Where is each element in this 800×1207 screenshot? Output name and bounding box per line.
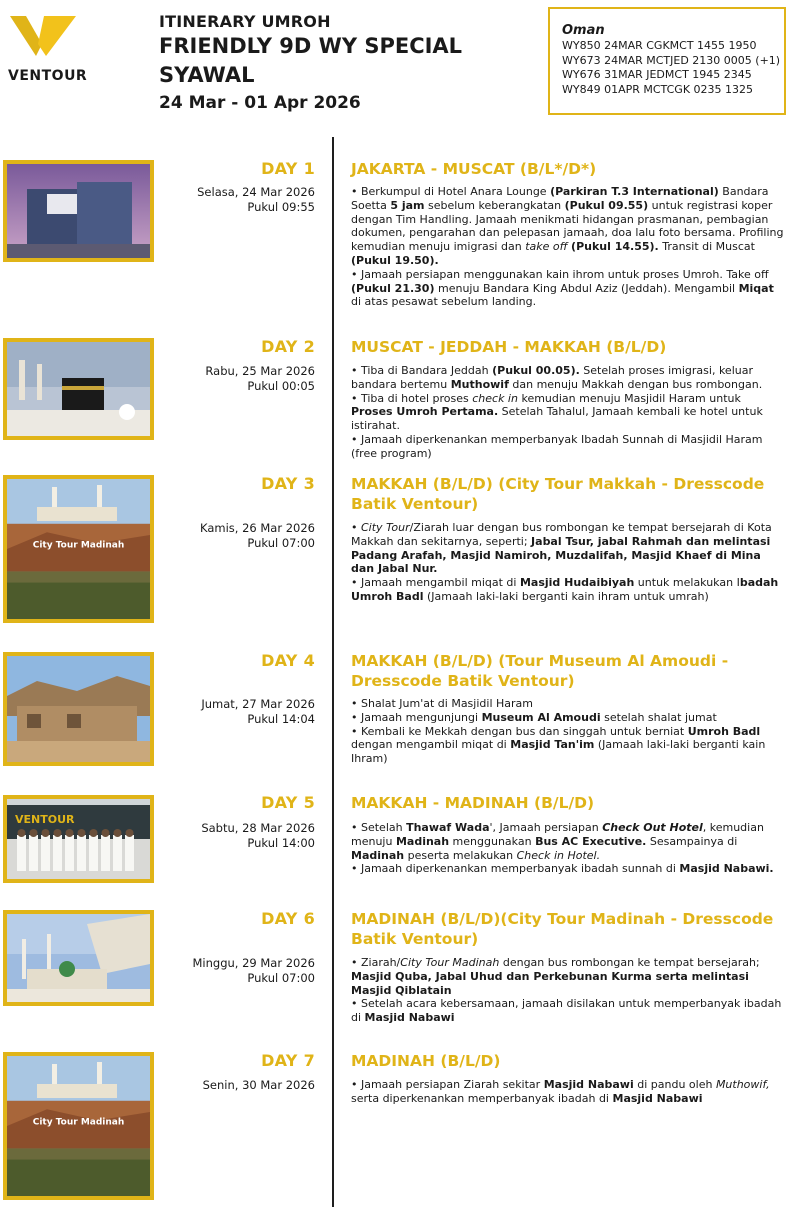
day-description-paragraph	[351, 268, 785, 309]
text-segment: dengan bus rombongan ke tempat bersejarah;	[499, 956, 760, 969]
day-date-text: Kamis, 26 Mar 2026	[200, 521, 315, 535]
text-segment: untuk registrasi koper dengan Tim Handling. Jamaah menikmati hidangan prasmanan, pembagian dokumen, pengarahan dan pelepasan jamaah, doa lalu foto bersama. Profiling kemudian menuju imigrasi dan	[351, 198, 784, 254]
text-segment: • Jamaah diperkenankan memperbanyak Ibadah Sunnah di Masjidil Haram (free program)	[351, 432, 763, 460]
text-segment: dengan mengambil miqat di	[351, 738, 511, 752]
day-description	[351, 364, 785, 461]
day-time-text: Pukul 00:05	[247, 379, 315, 393]
text-segment: sebelum keberangkatan	[424, 198, 565, 212]
day-date	[201, 821, 315, 851]
text-segment: (Pukul 00.05).	[492, 364, 580, 377]
text-segment: take off	[525, 240, 568, 254]
text-segment: check in	[472, 391, 518, 405]
day-photo	[3, 160, 154, 262]
text-segment: City Tour Madinah	[400, 956, 500, 969]
day-description-paragraph	[351, 862, 785, 876]
itinerary-title-block	[159, 12, 519, 113]
text-segment: Masjid Nabawi	[612, 1091, 703, 1105]
day-time-text: Pukul 14:04	[247, 712, 315, 726]
day-description	[351, 956, 785, 1025]
text-segment: Bandara Soetta	[351, 185, 769, 212]
text-segment: • Tiba di Bandara Jeddah	[351, 364, 493, 377]
day-description	[351, 521, 785, 604]
text-segment: Muthowif	[450, 377, 509, 391]
day-description-paragraph	[351, 697, 785, 711]
text-segment: • Jamaah mengambil miqat di	[351, 576, 520, 590]
text-segment: • Ziarah/	[351, 956, 401, 969]
day-title: MADINAH (B/L/D)	[351, 1052, 501, 1070]
text-segment: • Shalat Jum'at di Masjidil Haram	[351, 697, 533, 710]
text-segment: • Berkumpul di Hotel Anara Lounge	[351, 185, 551, 198]
day-description	[351, 1078, 785, 1106]
day-date	[203, 1078, 315, 1093]
bus-group-photo-image	[7, 799, 150, 879]
text-segment: Masjid Hudaibiyah	[519, 576, 635, 590]
text-segment: 5 jam	[390, 198, 425, 212]
day-title: MAKKAH - MADINAH (B/L/D)	[351, 794, 595, 812]
text-segment: Masjid Tan'im	[510, 738, 595, 752]
hotel-building-photo-image	[7, 164, 150, 258]
day-label: DAY 6	[261, 909, 315, 928]
day-title: MUSCAT - JEDDAH - MAKKAH (B/L/D)	[351, 338, 667, 356]
day-title: MAKKAH (B/L/D) (Tour Museum Al Amoudi - Dresscode Batik Ventour)	[351, 652, 729, 690]
text-segment: Sesampainya di	[646, 834, 738, 848]
day-date-text: Jumat, 27 Mar 2026	[201, 697, 315, 711]
day-label: DAY 4	[261, 651, 315, 670]
day-date-text: Selasa, 24 Mar 2026	[197, 185, 315, 199]
text-segment: , kemudian menuju	[351, 821, 764, 848]
ventour-logo	[4, 14, 88, 86]
svg-text:City Tour Madinah: City Tour Madinah	[32, 540, 125, 551]
text-segment: menggunakan	[449, 834, 536, 848]
day-description	[351, 185, 785, 309]
text-segment: Masjid Quba, Jabal Uhud dan Perkebunan Kurma serta melintasi Masjid Qiblatain	[351, 969, 749, 997]
text-segment: setelah shalat jumat	[600, 710, 717, 724]
text-segment: dan menuju Makkah dengan bus rombongan.	[508, 377, 763, 391]
text-segment: Madinah	[395, 834, 450, 848]
text-segment: peserta melakukan	[404, 848, 517, 862]
text-segment: Umroh Badl	[687, 724, 761, 738]
text-segment: (Jamaah laki-laki berganti kain Ihram)	[351, 738, 766, 766]
text-segment: • Jamaah mengunjungi	[351, 710, 482, 724]
text-segment: Check Out Hotel	[602, 821, 703, 834]
text-segment: Proses Umroh Pertama.	[351, 405, 499, 419]
day-photo	[3, 910, 154, 1006]
day-description-paragraph	[351, 364, 785, 392]
day-date	[201, 697, 315, 727]
day-date-text: Minggu, 29 Mar 2026	[192, 956, 315, 970]
text-segment: Madinah	[351, 848, 405, 862]
day-label: DAY 7	[261, 1051, 315, 1070]
day-description-paragraph	[351, 433, 785, 461]
svg-text:City Tour Madinah: City Tour Madinah	[32, 1117, 125, 1128]
text-segment: • Setelah acara kebersamaan, jamaah disilakan untuk memperbanyak ibadah di	[351, 997, 782, 1025]
text-segment: Setelah Tahalul, Jamaah kembali ke hotel untuk istirahat.	[351, 405, 763, 433]
text-segment: • Jamaah persiapan menggunakan kain ihrom untuk proses Umroh. Take off	[351, 267, 769, 281]
text-segment: Muthowif,	[715, 1078, 770, 1091]
text-segment: untuk melakukan I	[634, 576, 740, 590]
city-tour-collage-photo-image	[7, 479, 150, 619]
day-photo	[3, 338, 154, 440]
text-segment: (Parkiran T.3 International)	[550, 185, 719, 198]
text-segment: Bus AC Executive.	[535, 834, 647, 848]
text-segment: Setelah proses imigrasi, keluar bandara bertemu	[351, 364, 753, 391]
flight-schedule-box	[548, 7, 786, 115]
day-photo	[3, 795, 154, 883]
flight-line: WY673 24MAR MCTJED 2130 0005 (+1)	[562, 53, 781, 67]
text-segment: (Pukul 19.50).	[351, 253, 439, 267]
day-description-paragraph	[351, 521, 785, 576]
text-segment: • Jamaah persiapan Ziarah sekitar	[351, 1078, 544, 1091]
day-time-text: Pukul 07:00	[247, 971, 315, 985]
text-segment: Masjid Nabawi	[543, 1078, 634, 1091]
day-description-paragraph	[351, 711, 785, 725]
day-date-text: Sabtu, 28 Mar 2026	[201, 821, 315, 835]
kaaba-photo-image	[7, 342, 150, 436]
text-segment: Thawaf Wada	[406, 821, 490, 834]
day-title: JAKARTA - MUSCAT (B/L*/D*)	[351, 160, 597, 178]
text-segment: • Kembali ke Mekkah dengan bus dan singgah untuk berniat	[351, 724, 688, 738]
text-segment: •	[351, 521, 361, 534]
day-description-paragraph	[351, 956, 785, 997]
day-label: DAY 2	[261, 337, 315, 356]
text-segment: menuju Bandara King Abdul Aziz (Jeddah). Mengambil	[434, 281, 739, 295]
day-label: DAY 3	[261, 474, 315, 493]
city-tour-collage-photo-image	[7, 1056, 150, 1196]
svg-text:VENTOUR: VENTOUR	[15, 813, 75, 826]
day-description-paragraph	[351, 997, 785, 1025]
nabawi-mosque-photo-image	[7, 914, 150, 1002]
day-photo	[3, 475, 154, 623]
day-description-paragraph	[351, 725, 785, 766]
page-title-line-1: FRIENDLY 9D WY SPECIAL	[159, 34, 463, 58]
text-segment: Transit di Muscat	[658, 240, 755, 254]
text-segment: Jabal Tsur, jabal Rahmah dan melintasi Padang Arafah, Masjid Namiroh, Muzdalifah, Masjid Khaef di Mina dan Jabal Nur.	[351, 534, 771, 576]
day-label: DAY 1	[261, 159, 315, 178]
day-description	[351, 821, 785, 876]
day-description-paragraph	[351, 821, 785, 862]
day-date-text: Senin, 30 Mar 2026	[202, 1078, 315, 1092]
day-date	[192, 956, 315, 986]
text-segment: City Tour	[361, 521, 410, 534]
text-segment: Miqat	[738, 281, 774, 295]
itinerary-subtitle: ITINERARY UMROH	[159, 12, 331, 31]
day-title: MADINAH (B/L/D)(City Tour Madinah - Dresscode Batik Ventour)	[351, 910, 774, 948]
day-photo	[3, 652, 154, 766]
day-time-text: Pukul 14:00	[247, 836, 315, 850]
text-segment: Masjid Nabawi.	[679, 862, 774, 876]
day-date	[205, 364, 315, 394]
museum-photo-image	[7, 656, 150, 762]
text-segment: Museum Al Amoudi	[481, 710, 601, 724]
logo-text: VENTOUR	[8, 68, 88, 84]
trip-dates: 24 Mar - 01 Apr 2026	[159, 93, 361, 113]
text-segment: (Pukul 09.55)	[564, 198, 649, 212]
text-segment: • Setelah	[351, 821, 407, 834]
day-photo	[3, 1052, 154, 1200]
text-segment: • Tiba di hotel proses	[351, 391, 473, 405]
text-segment: (Pukul 21.30)	[351, 281, 435, 295]
text-segment: (Jamaah laki-laki berganti kain ihram untuk umrah)	[423, 589, 709, 603]
text-segment: Masjid Nabawi	[364, 1011, 455, 1025]
day-label: DAY 5	[261, 793, 315, 812]
day-description-paragraph	[351, 576, 785, 604]
text-segment: • Jamaah diperkenankan memperbanyak ibadah sunnah di	[351, 862, 680, 876]
flight-line: WY850 24MAR CGKMCT 1455 1950	[562, 39, 757, 52]
text-segment: /Ziarah luar dengan bus rombongan ke tempat bersejarah di Kota Makkah dan sekitarnya, seperti;	[351, 521, 772, 548]
text-segment: ', Jamaah persiapan	[489, 821, 603, 834]
day-description-paragraph	[351, 185, 785, 268]
timeline-divider	[332, 137, 334, 1207]
day-description-paragraph	[351, 1078, 785, 1106]
text-segment: serta diperkenankan memperbanyak ibadah di	[351, 1091, 613, 1105]
flight-line: WY849 01APR MCTCGK 0235 1325	[562, 82, 754, 96]
day-description-paragraph	[351, 392, 785, 433]
text-segment: (Pukul 14.55).	[571, 240, 659, 254]
text-segment: kemudian menuju Masjidil Haram untuk	[517, 391, 741, 405]
day-time-text: Pukul 07:00	[247, 536, 315, 550]
day-title: MAKKAH (B/L/D) (City Tour Makkah - Dresscode Batik Ventour)	[351, 475, 765, 513]
airline-name: Oman	[562, 23, 605, 38]
flight-line: WY676 31MAR JEDMCT 1945 2345	[562, 68, 752, 81]
page-title-line-2: SYAWAL	[159, 63, 255, 87]
text-segment: badah Umroh Badl	[351, 576, 779, 603]
text-segment: di atas pesawat sebelum landing.	[351, 295, 537, 309]
day-date	[197, 185, 315, 215]
text-segment: di pandu oleh	[633, 1078, 716, 1091]
day-date	[200, 521, 315, 551]
day-date-text: Rabu, 25 Mar 2026	[205, 364, 315, 378]
day-time-text: Pukul 09:55	[247, 200, 315, 214]
text-segment: Check in Hotel.	[516, 848, 601, 862]
ventour-logo-icon	[8, 14, 78, 58]
day-description	[351, 697, 785, 766]
